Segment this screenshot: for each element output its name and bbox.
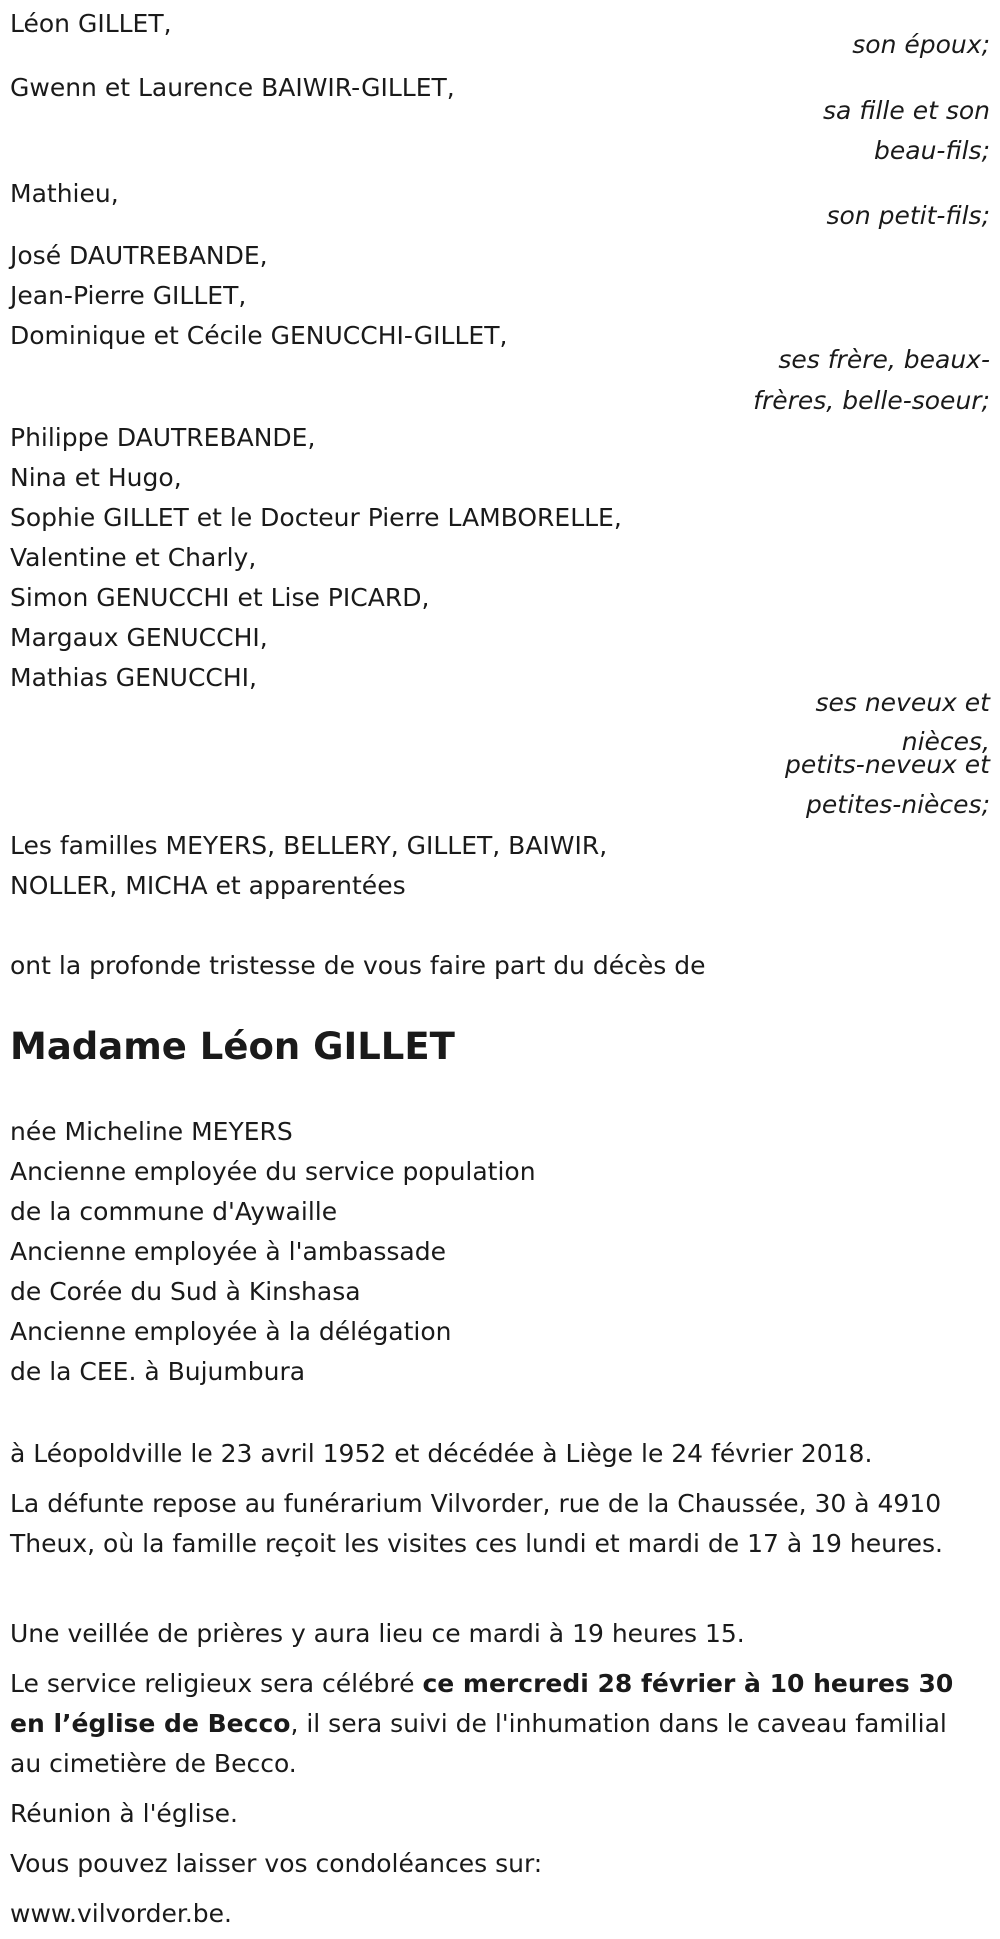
birth-death-text: à Léopoldville le 23 avril 1952 et décédée à Liège le 24 février 2018. [10,1439,873,1468]
nephews-role-line1: ses neveux et [815,688,990,717]
nephew-line: Sophie GILLET et le Docteur Pierre LAMBORELLE, [10,503,622,532]
service-text-start: Le service religieux sera célébré [10,1669,423,1698]
nephews-role-line3: petits-neveux et [784,750,990,779]
daughter-name: Gwenn et Laurence BAIWIR-GILLET, [10,73,455,102]
announcement-text: ont la profonde tristesse de vous faire part du décès de [10,951,706,980]
siblings-role-line1: ses frère, beaux- [778,345,990,374]
bio-line: de la commune d'Aywaille [10,1197,338,1226]
bio-line: Ancienne employée à la délégation [10,1317,452,1346]
website-link[interactable]: www.vilvorder.be. [10,1899,232,1928]
daughter-role-line2: beau-fils; [874,136,990,165]
spouse-name: Léon GILLET, [10,9,172,38]
families-line1: Les familles MEYERS, BELLERY, GILLET, BAIWIR, [10,831,608,860]
bio-line: Ancienne employée du service population [10,1157,536,1186]
grandson-role: son petit-fils; [826,201,990,230]
grandson-name: Mathieu, [10,179,119,208]
bio-line: née Micheline MEYERS [10,1117,293,1146]
nephew-line: Nina et Hugo, [10,463,182,492]
nephew-line: Simon GENUCCHI et Lise PICARD, [10,583,430,612]
sibling-line: Dominique et Cécile GENUCCHI-GILLET, [10,321,508,350]
condolences-text: Vous pouvez laisser vos condoléances sur: [10,1849,543,1878]
service-text-end: , il sera suivi de l'inhumation dans le caveau familial au cimetière de Becco. [10,1709,947,1778]
nephews-role-line2: nièces, [901,727,990,756]
families-line2: NOLLER, MICHA et apparentées [10,871,406,900]
bio-line: de Corée du Sud à Kinshasa [10,1277,361,1306]
deceased-name-heading: Madame Léon GILLET [10,1025,455,1068]
spouse-role: son époux; [852,30,990,59]
reunion-text: Réunion à l'église. [10,1799,238,1828]
sibling-line: José DAUTREBANDE, [10,241,268,270]
repose-paragraph: La défunte repose au funérarium Vilvorder, rue de la Chaussée, 30 à 4910 Theux, où la famille reçoit les visites ces lundi et mardi de 17 à 19 heures. [10,1489,944,1558]
vigil-text: Une veillée de prières y aura lieu ce mardi à 19 heures 15. [10,1619,745,1648]
nephew-line: Philippe DAUTREBANDE, [10,423,316,452]
nephew-line: Valentine et Charly, [10,543,257,572]
siblings-role-line2: frères, belle-soeur; [753,386,990,415]
daughter-role-line1: sa fille et son [823,96,990,125]
bio-line: Ancienne employée à l'ambassade [10,1237,446,1266]
service-datetime-emphasis: ce mercredi 28 février à 10 heures 30 en l’église de Becco [10,1669,954,1738]
nephews-role-line4: petites-nièces; [806,790,990,819]
bio-line: de la CEE. à Bujumbura [10,1357,306,1386]
service-paragraph [10,1664,985,1784]
sibling-line: Jean-Pierre GILLET, [10,281,247,310]
nephew-line: Mathias GENUCCHI, [10,663,257,692]
nephew-line: Margaux GENUCCHI, [10,623,268,652]
